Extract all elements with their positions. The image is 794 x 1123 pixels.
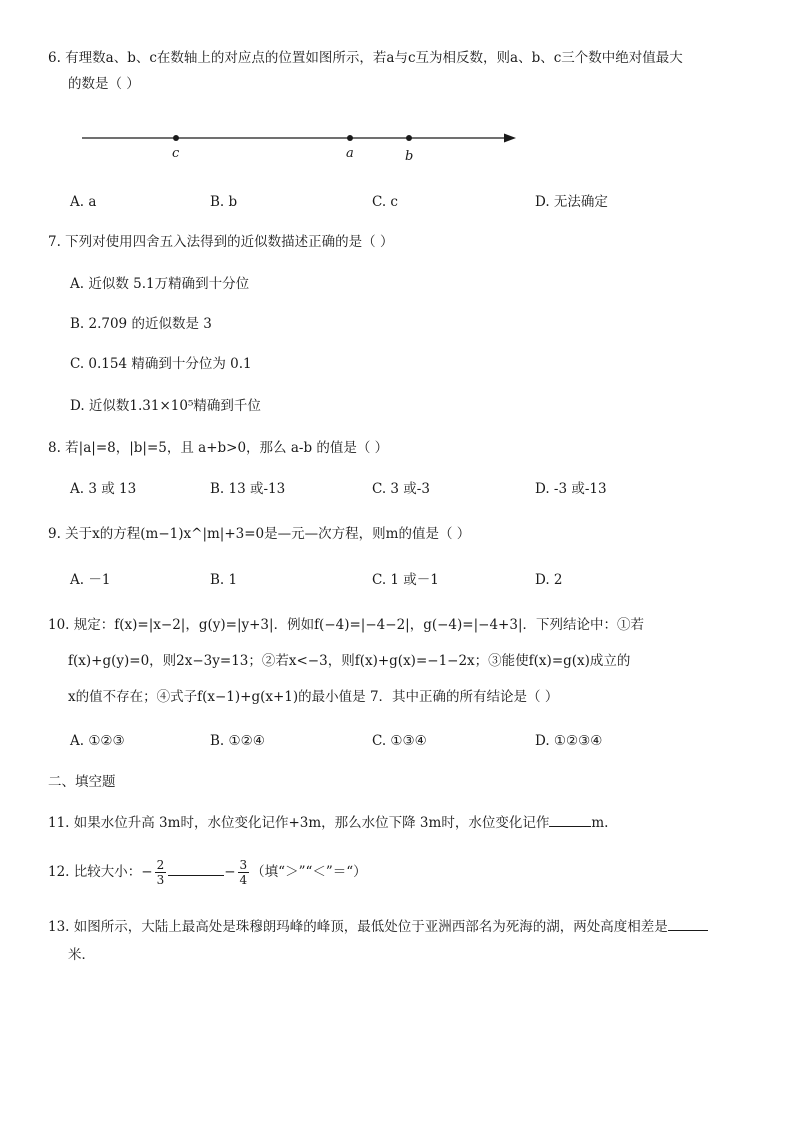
q12-text-after: （填“＞”“＜”＝“） xyxy=(251,864,367,880)
q8-option-a[interactable]: A. 3 或 13 xyxy=(70,481,137,497)
q6-stem-line1: 6. 有理数a、b、c在数轴上的对应点的位置如图所示，若a与c互为相反数，则a、b、c三个数中绝对值最大 xyxy=(48,50,683,66)
q12-text-mid: − xyxy=(224,864,236,880)
q7-stem: 7. 下列对使用四舍五入法得到的近似数描述正确的是（ ） xyxy=(48,234,394,250)
q12-answer-blank[interactable] xyxy=(168,861,224,876)
q9-option-d[interactable]: D. 2 xyxy=(535,572,563,588)
q8-option-c[interactable]: C. 3 或-3 xyxy=(372,481,430,497)
q7-option-b[interactable]: B. 2.709 的近似数是 3 xyxy=(70,316,212,332)
q7-option-a[interactable]: A. 近似数 5.1万精确到十分位 xyxy=(70,276,250,292)
q6-stem-line2: 的数是（ ） xyxy=(68,76,140,92)
q10-stem-line1: 10. 规定：f(x)=|x−2|，g(y)=|y+3|．例如f(−4)=|−4−2|，g(−4)=|−4+3|．下列结论中：①若 xyxy=(48,617,644,633)
q12-fraction-1 xyxy=(155,858,167,887)
q11-text-before: 11. 如果水位升高 3m时，水位变化记作+3m，那么水位下降 3m时，水位变化记作 xyxy=(48,815,550,831)
q10-stem-line3: x的值不存在；④式子f(x−1)+g(x+1)的最小值是 7．其中正确的所有结论是（ ） xyxy=(68,689,559,705)
q10-option-a[interactable]: A. ①②③ xyxy=(70,733,125,749)
point-c xyxy=(173,135,179,141)
point-b-label: b xyxy=(405,149,414,164)
q12-frac1-numerator: 2 xyxy=(156,858,165,872)
q12-fraction-2 xyxy=(238,858,250,887)
q12-text-before: 12. 比较大小：− xyxy=(48,864,153,880)
section-title: 二、填空题 xyxy=(48,774,116,790)
q12-stem xyxy=(48,858,748,887)
q6-option-a[interactable]: A. a xyxy=(70,194,97,210)
q7-option-d[interactable]: D. 近似数1.31×10⁵精确到千位 xyxy=(70,398,261,414)
q11-stem xyxy=(48,810,748,836)
point-a xyxy=(347,135,353,141)
q12-frac2-numerator: 3 xyxy=(239,858,248,872)
number-line-arrow xyxy=(504,134,516,143)
q10-option-c[interactable]: C. ①③④ xyxy=(372,733,427,749)
q10-option-b[interactable]: B. ①②④ xyxy=(210,733,265,749)
q13-answer-blank[interactable] xyxy=(668,916,708,931)
q11-text-after: m. xyxy=(591,815,609,831)
q9-option-b[interactable]: B. 1 xyxy=(210,572,238,588)
q9-option-c[interactable]: C. 1 或－1 xyxy=(372,572,439,588)
q12-frac1-denominator: 3 xyxy=(156,873,165,887)
q7-option-c[interactable]: C. 0.154 精确到十分位为 0.1 xyxy=(70,356,252,372)
q10-option-d[interactable]: D. ①②③④ xyxy=(535,733,603,749)
point-c-label: c xyxy=(172,146,180,161)
q13-stem-line2: 米． xyxy=(68,947,95,963)
q13-stem-line1 xyxy=(48,914,748,940)
q10-stem-line2: f(x)+g(y)=0，则2x−3y=13；②若x<−3，则f(x)+g(x)=−1−2x；③能使f(x)=g(x)成立的 xyxy=(68,653,631,669)
number-line xyxy=(0,120,794,180)
q8-option-b[interactable]: B. 13 或-13 xyxy=(210,481,286,497)
point-a-label: a xyxy=(346,146,354,161)
q12-frac2-denominator: 4 xyxy=(239,873,248,887)
q6-option-b[interactable]: B. b xyxy=(210,194,238,210)
q6-option-c[interactable]: C. c xyxy=(372,194,398,210)
q8-option-d[interactable]: D. -3 或-13 xyxy=(535,481,607,497)
q9-stem: 9. 关于x的方程(m−1)x^|m|+3=0是—元—次方程，则m的值是（ ） xyxy=(48,526,471,542)
point-b xyxy=(406,135,412,141)
q8-stem: 8. 若|a|=8，|b|=5，且 a+b>0，那么 a-b 的值是（ ） xyxy=(48,440,389,456)
q6-option-d[interactable]: D. 无法确定 xyxy=(535,194,608,210)
q11-answer-blank[interactable] xyxy=(549,812,591,827)
q13-text-line1: 13. 如图所示，大陆上最高处是珠穆朗玛峰的峰顶，最低处位于亚洲西部名为死海的湖，两处高度相差是 xyxy=(48,919,668,935)
q9-option-a[interactable]: A. －1 xyxy=(70,572,111,588)
